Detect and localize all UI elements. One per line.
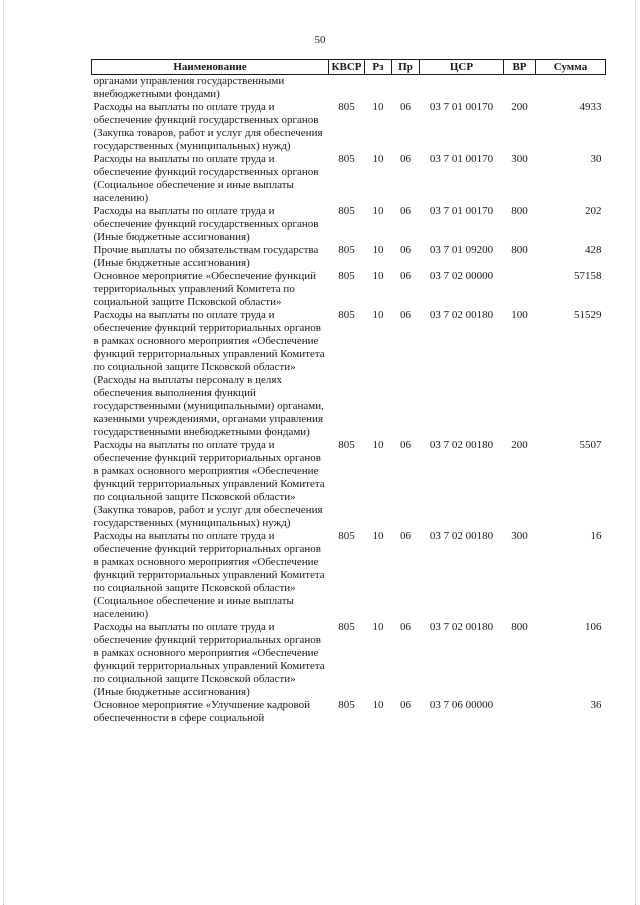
row-name: Расходы на выплаты по оплате труда и обеспечение функций территориальных органов в рамках основного мероприятия «Обеспечение функций территориальных управлений Комитета по социальной защите Псковской области» (Иные бюджетные ассигнования) (93, 621, 325, 698)
table-row (92, 153, 606, 205)
row-pr: 06 (400, 244, 411, 256)
table-row (92, 205, 606, 244)
row-name: Основное мероприятие «Улучшение кадровой обеспеченности в сфере социальной (93, 699, 311, 724)
row-sum: 202 (585, 205, 602, 217)
row-kvsr: 805 (338, 153, 355, 165)
row-csr: 03 7 06 00000 (429, 699, 494, 711)
row-kvsr: 805 (338, 621, 355, 633)
row-kvsr: 805 (338, 205, 355, 217)
row-kvsr: 805 (338, 699, 355, 711)
column-header-csr: ЦСР (420, 60, 504, 75)
row-rz: 10 (372, 530, 384, 542)
row-csr: 03 7 01 09200 (429, 244, 494, 256)
table-row (92, 530, 606, 621)
row-csr (420, 75, 504, 102)
row-csr: 03 7 02 00180 (429, 439, 494, 451)
row-vr (504, 75, 536, 102)
row-csr: 03 7 01 00170 (429, 101, 494, 113)
row-rz: 10 (372, 101, 384, 113)
row-pr (392, 75, 420, 102)
row-name: органами управления государственными внебюджетными фондами) (93, 75, 285, 100)
row-pr: 06 (400, 153, 411, 165)
row-pr: 06 (400, 621, 411, 633)
row-rz: 10 (372, 699, 384, 711)
row-name: Расходы на выплаты по оплате труда и обеспечение функций государственных органов (Иные бюджетные ассигнования) (93, 205, 319, 243)
row-kvsr: 805 (338, 439, 355, 451)
table-row (92, 699, 606, 725)
row-rz: 10 (372, 439, 384, 451)
row-pr: 06 (400, 439, 411, 451)
row-vr: 200 (511, 439, 528, 451)
column-header-kvsr: КВСР (329, 60, 365, 75)
row-pr: 06 (400, 205, 411, 217)
row-vr: 800 (511, 244, 528, 256)
row-pr: 06 (400, 530, 411, 542)
row-csr: 03 7 02 00180 (429, 530, 494, 542)
row-csr: 03 7 02 00180 (429, 621, 494, 633)
table-row (92, 621, 606, 699)
row-vr: 300 (511, 153, 528, 165)
row-name: Расходы на выплаты по оплате труда и обеспечение функций государственных органов (Социальное обеспечение и иные выплаты населению) (93, 153, 319, 204)
column-header-pr: Пр (392, 60, 420, 75)
row-vr: 300 (511, 530, 528, 542)
row-pr: 06 (400, 101, 411, 113)
row-kvsr: 805 (338, 530, 355, 542)
table-row (92, 439, 606, 530)
row-pr: 06 (400, 309, 411, 321)
row-name: Расходы на выплаты по оплате труда и обеспечение функций территориальных органов в рамках основного мероприятия «Обеспечение функций территориальных управлений Комитета по социальной защите Псковской области» (Социальное обеспечение и иные выплаты населению) (93, 530, 325, 620)
row-name: Расходы на выплаты по оплате труда и обеспечение функций государственных органов (Закупка товаров, работ и услуг для обеспечения государственных (муниципальных) нужд) (93, 101, 323, 152)
row-name: Прочие выплаты по обязательствам государства (Иные бюджетные ассигнования) (93, 244, 319, 269)
row-name: Основное мероприятие «Обеспечение функций территориальных управлений Комитета по социальной защите Псковской области» (93, 270, 317, 308)
column-header-name: Наименование (92, 60, 329, 75)
row-kvsr: 805 (338, 309, 355, 321)
row-csr: 03 7 01 00170 (429, 205, 494, 217)
scan-edge-right (635, 0, 636, 905)
row-vr: 100 (511, 309, 528, 321)
row-csr: 03 7 02 00180 (429, 309, 494, 321)
row-kvsr: 805 (338, 270, 355, 282)
row-rz: 10 (372, 309, 384, 321)
row-vr: 800 (511, 621, 528, 633)
row-sum: 4933 (579, 101, 602, 113)
column-header-vr: ВР (504, 60, 536, 75)
row-rz: 10 (372, 244, 384, 256)
row-sum: 57158 (574, 270, 602, 282)
row-pr: 06 (400, 699, 411, 711)
column-header-rz: Рз (365, 60, 392, 75)
budget-table (91, 59, 606, 725)
row-vr (504, 699, 536, 725)
row-rz (365, 75, 392, 102)
row-rz: 10 (372, 270, 384, 282)
table-row (92, 75, 606, 102)
row-vr: 200 (511, 101, 528, 113)
row-csr: 03 7 02 00000 (429, 270, 494, 282)
row-sum: 428 (585, 244, 602, 256)
row-rz: 10 (372, 153, 384, 165)
row-kvsr: 805 (338, 244, 355, 256)
table-row (92, 270, 606, 309)
row-rz: 10 (372, 621, 384, 633)
row-rz: 10 (372, 205, 384, 217)
scan-edge-left (3, 0, 4, 905)
row-name: Расходы на выплаты по оплате труда и обеспечение функций территориальных органов в рамках основного мероприятия «Обеспечение функций территориальных управлений Комитета по социальной защите Псковской области» (Закупка товаров, работ и услуг для обеспечения государственных (муниципальных) нужд) (93, 439, 325, 529)
row-sum: 30 (590, 153, 602, 165)
row-sum: 51529 (574, 309, 602, 321)
table-row (92, 244, 606, 270)
table-row (92, 101, 606, 153)
row-sum: 16 (590, 530, 602, 542)
row-pr: 06 (400, 270, 411, 282)
page-number: 50 (314, 34, 326, 46)
row-kvsr (329, 75, 365, 102)
row-sum (536, 75, 606, 102)
row-vr: 800 (511, 205, 528, 217)
row-csr: 03 7 01 00170 (429, 153, 494, 165)
row-sum: 106 (585, 621, 602, 633)
column-header-sum: Сумма (536, 60, 606, 75)
row-kvsr: 805 (338, 101, 355, 113)
table-header-row (92, 60, 606, 75)
row-sum: 5507 (579, 439, 602, 451)
row-vr (504, 270, 536, 309)
row-sum: 36 (590, 699, 602, 711)
row-name: Расходы на выплаты по оплате труда и обеспечение функций территориальных органов в рамках основного мероприятия «Обеспечение функций территориальных управлений Комитета по социальной защите Псковской области» (Расходы на выплаты персоналу в целях обеспечения выполнения функций государственными (муниципальными) органами, казенными учреждениями, органами управления государственными внебюджетными фондами) (93, 309, 325, 438)
table-row (92, 309, 606, 439)
